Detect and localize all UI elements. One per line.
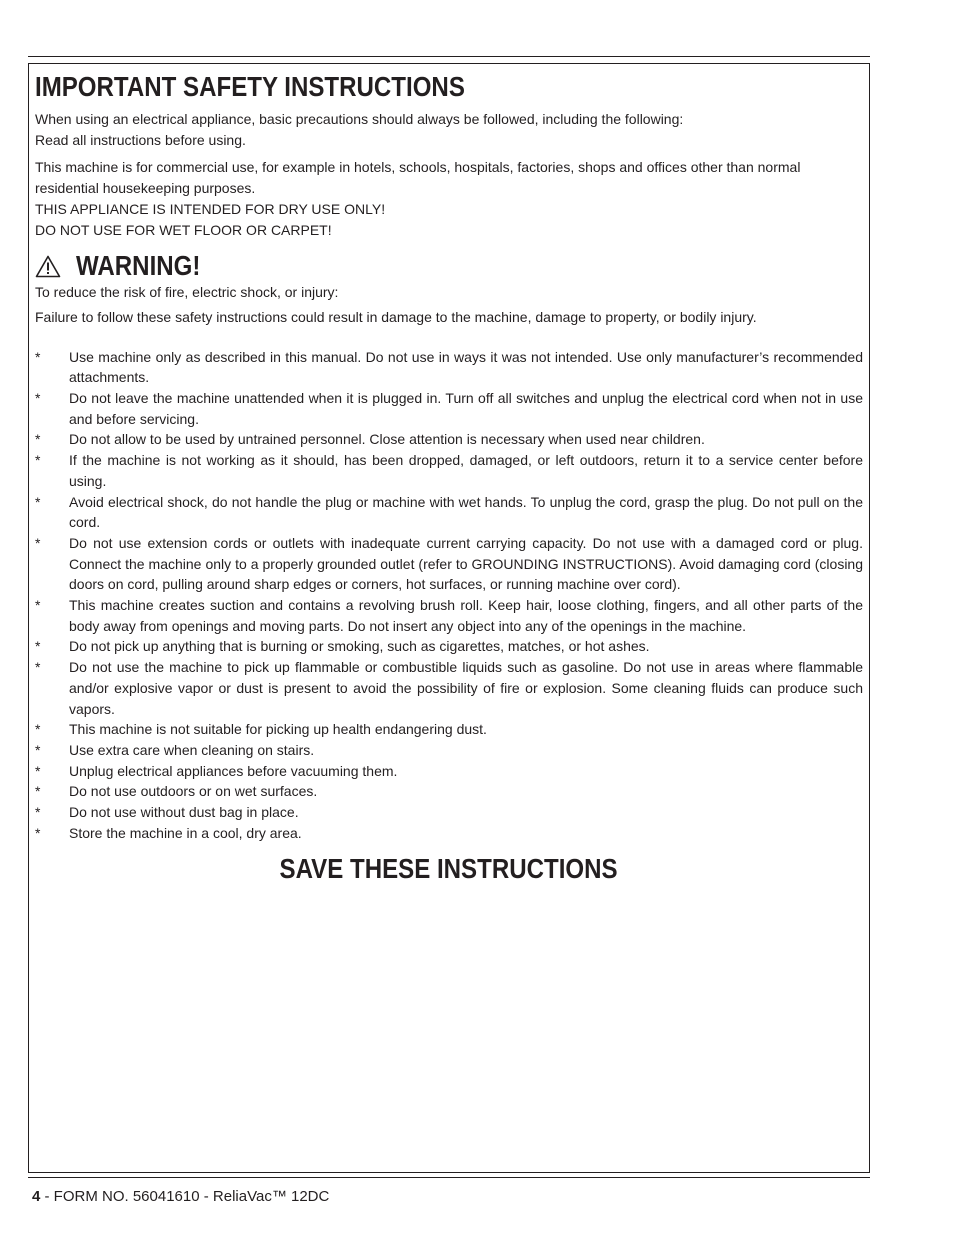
bullet-asterisk: * xyxy=(35,597,41,614)
rule-text: Do not allow to be used by untrained personnel. Close attention is necessary when used near children. xyxy=(69,431,705,448)
list-item xyxy=(35,388,863,429)
bullet-asterisk: * xyxy=(35,452,41,469)
bullet-asterisk: * xyxy=(35,659,41,676)
bullet-asterisk: * xyxy=(35,390,41,407)
intro-block xyxy=(35,109,863,150)
list-item xyxy=(35,740,863,761)
bottom-rule xyxy=(28,1177,870,1178)
list-item xyxy=(35,802,863,823)
rule-text: If the machine is not working as it should, has been dropped, damaged, or left outdoors, return it to a service center before using. xyxy=(69,452,863,489)
list-item xyxy=(35,761,863,782)
bullet-asterisk: * xyxy=(35,638,41,655)
list-item xyxy=(35,781,863,802)
bullet-asterisk: * xyxy=(35,824,41,841)
bullet-asterisk: * xyxy=(35,721,41,738)
bullet-asterisk: * xyxy=(35,493,41,510)
rule-text: This machine is not suitable for picking up health endangering dust. xyxy=(69,721,487,738)
list-item xyxy=(35,823,863,844)
rule-text: Use machine only as described in this manual. Do not use in ways it was not intended. Use only manufacturer’s recommended attachments. xyxy=(69,348,863,386)
list-item xyxy=(35,719,863,740)
rule-text: Unplug electrical appliances before vacuuming them. xyxy=(69,762,398,779)
list-item xyxy=(35,636,863,657)
list-item xyxy=(35,595,863,636)
commercial-line: DO NOT USE FOR WET FLOOR OR CARPET! xyxy=(35,221,332,238)
page-title: IMPORTANT SAFETY INSTRUCTIONS xyxy=(35,71,465,102)
bullet-asterisk: * xyxy=(35,762,41,779)
bullet-asterisk: * xyxy=(35,783,41,800)
warning-risk-text: To reduce the risk of fire, electric shock, or injury: xyxy=(35,284,339,301)
bullet-asterisk: * xyxy=(35,534,41,551)
rule-text: Do not use the machine to pick up flammable or combustible liquids such as gasoline. Do not use in areas where flammable and/or explosive vapor or dust is present to avoid the possibility of fire or explosion. Some cleaning fluids can produce such vapors. xyxy=(69,659,863,717)
list-item xyxy=(35,533,863,595)
commercial-use-block xyxy=(35,157,863,240)
list-item xyxy=(35,429,863,450)
list-item xyxy=(35,450,863,491)
list-item xyxy=(35,347,863,388)
rule-text: Store the machine in a cool, dry area. xyxy=(69,824,302,841)
rule-text: Do not pick up anything that is burning or smoking, such as cigarettes, matches, or hot ashes. xyxy=(69,638,650,655)
bullet-asterisk: * xyxy=(35,741,41,758)
rule-text: This machine creates suction and contains a revolving brush roll. Keep hair, loose clothing, fingers, and all other parts of the body away from openings and moving parts. Do not insert any object into any of the openings in the machine. xyxy=(69,597,863,634)
intro-line: When using an electrical appliance, basic precautions should always be followed, including the following: xyxy=(35,111,684,127)
bullet-asterisk: * xyxy=(35,348,41,365)
page-footer xyxy=(32,1187,329,1207)
bullet-asterisk: * xyxy=(35,431,41,448)
rule-text: Avoid electrical shock, do not handle the plug or machine with wet hands. To unplug the cord, grasp the plug. Do not pull on the cord. xyxy=(69,493,863,531)
commercial-line: THIS APPLIANCE IS INTENDED FOR DRY USE ONLY! xyxy=(35,200,386,217)
rule-text: Do not leave the machine unattended when it is plugged in. Turn off all switches and unplug the electrical cord when not in use and before servicing. xyxy=(69,390,863,427)
warning-heading xyxy=(35,250,863,282)
page-number: 4 xyxy=(32,1188,41,1205)
warning-failure-text: Failure to follow these safety instructions could result in damage to the machine, damage to property, or bodily injury. xyxy=(35,308,757,325)
rule-text: Do not use without dust bag in place. xyxy=(69,804,299,821)
intro-line: Read all instructions before using. xyxy=(35,131,246,148)
save-instructions-heading xyxy=(35,850,863,888)
safety-section xyxy=(35,70,863,888)
commercial-line: This machine is for commercial use, for example in hotels, schools, hospitals, factories, shops and offices other than normal residential housekeeping purposes. xyxy=(35,159,801,197)
list-item xyxy=(35,492,863,533)
rule-text: Do not use outdoors or on wet surfaces. xyxy=(69,783,318,800)
save-instructions-text: SAVE THESE INSTRUCTIONS xyxy=(279,852,619,884)
rule-text: Use extra care when cleaning on stairs. xyxy=(69,741,315,758)
warning-title: WARNING! xyxy=(76,250,201,282)
list-item xyxy=(35,657,863,719)
safety-rules-list xyxy=(35,347,863,844)
warning-triangle-icon xyxy=(35,255,61,278)
top-rule xyxy=(28,56,870,57)
bullet-asterisk: * xyxy=(35,804,41,821)
rule-text: Do not use extension cords or outlets with inadequate current carrying capacity. Do not use with a damaged cord or plug. Connect the machine only to a properly grounded outlet (refer to GROUNDING INSTRUCTIONS). Avoid damaging cord (closing doors on cord, pulling around sharp edges or corners, hot surfaces, or running machine over cord). xyxy=(69,534,863,593)
form-number: - FORM NO. 56041610 - ReliaVac™ 12DC xyxy=(40,1188,330,1205)
